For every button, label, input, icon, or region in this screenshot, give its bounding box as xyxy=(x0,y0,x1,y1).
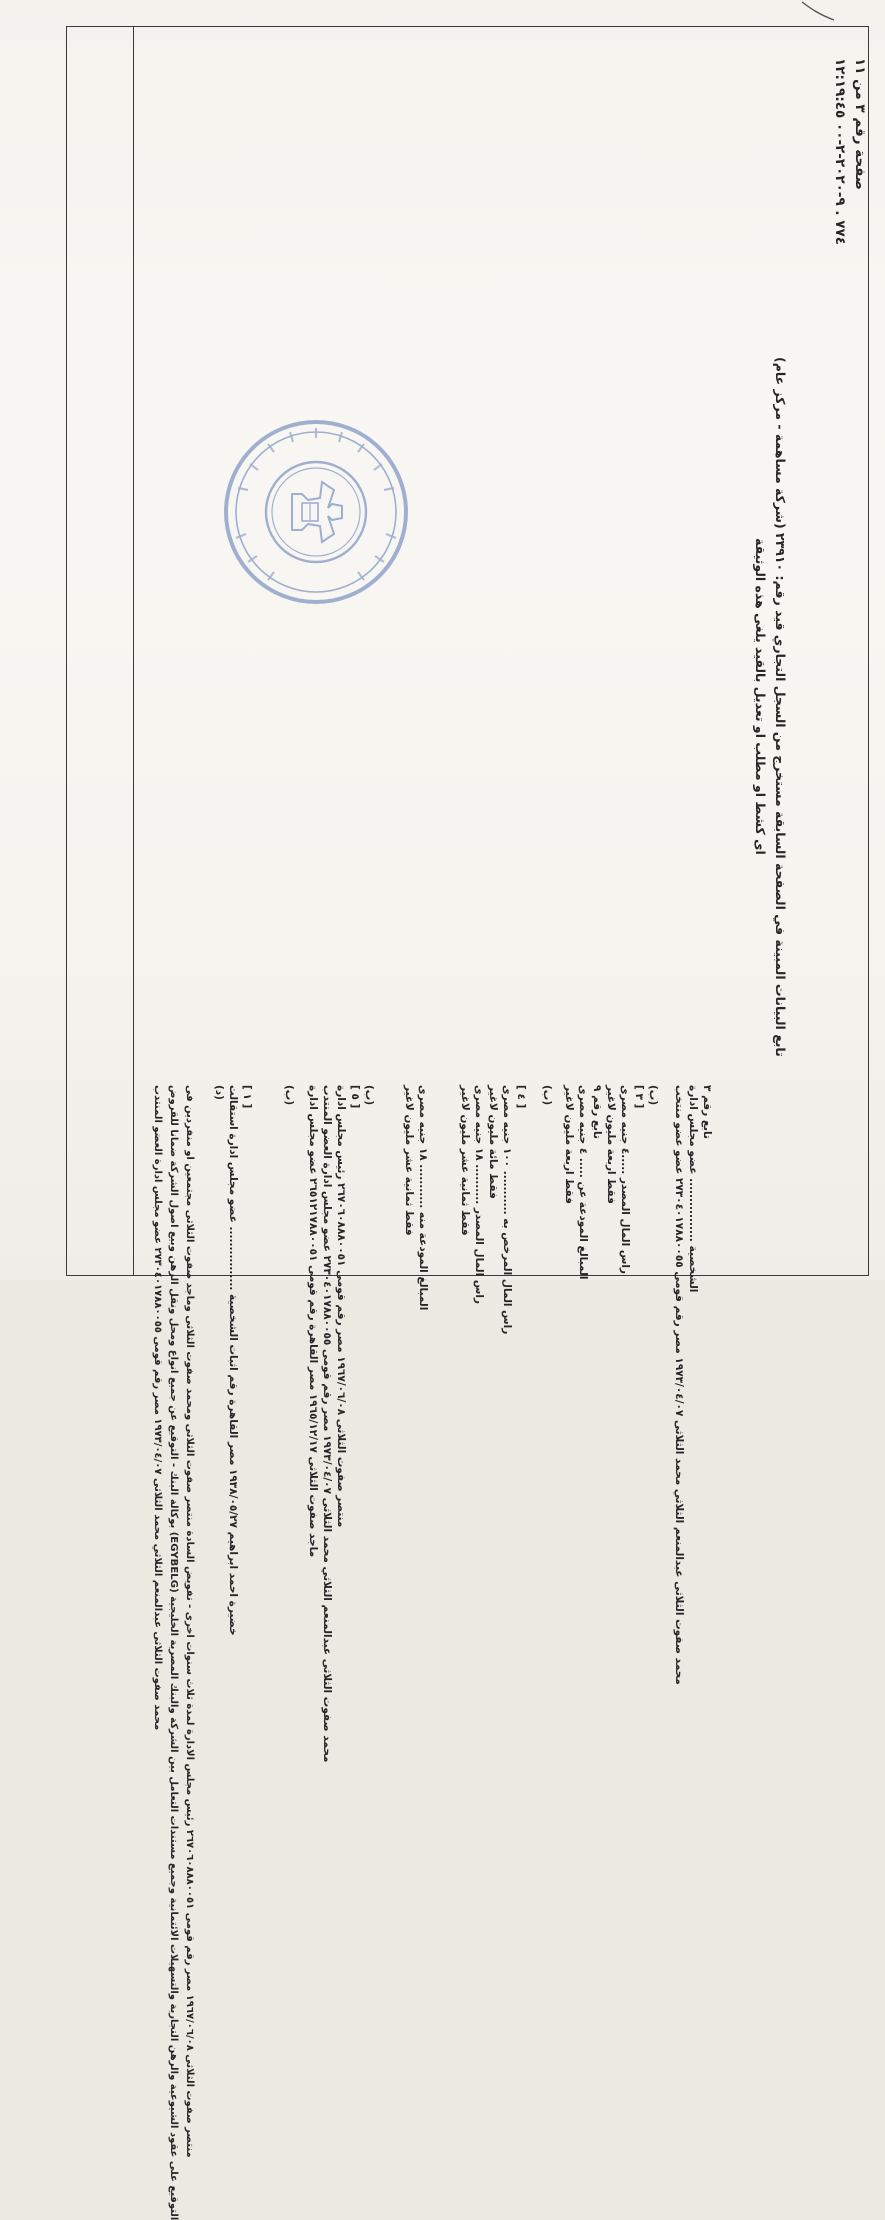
entry-line: راس المال المصدر .......... ١٨ جنيه مصرى xyxy=(473,1085,485,1304)
entry-line: محمد صفوت الثلاثى عبدالمنعم الثلاثي محمد الثلاثى ١٩٧٣/٠٤/٠٧ مصر رقم قومى ٢٧٣٠٤٠١٧٨٨٠٠٥٥ عضو مجلس ادارة العضو المنتدب xyxy=(152,1085,163,1731)
eagle-emblem-icon xyxy=(292,482,342,542)
entry-line: راس المال المرخص به ........... ١٠٠ جنيه مصرى xyxy=(501,1085,513,1335)
pen-stroke-mark xyxy=(800,0,840,26)
page-title: تابع البيانات المبينة في الصفحة السابقة مستخرج من السجل التجاري قيد رقم: ٢٣٩١٠ (شركة مساهمة - مركز عام) xyxy=(773,357,788,1057)
entry-line: فقط مائة مليون لاغير xyxy=(487,1085,499,1199)
entry-line: [ ٥ ] xyxy=(349,1085,361,1109)
official-seal-stamp xyxy=(222,418,410,606)
entry-line: (ب) xyxy=(283,1085,295,1106)
entry-line: ماجد صفوت الثلاثى ١٩٦٥/١٢/١٧ مصر القاهرة رقم قومى ٢٦٥١٢١٧٨٨٠٠٥١ عضو مجلس ادارة xyxy=(307,1085,319,1558)
entry-line: المبالغ المودعة عن ..... ٤ جنيه مصرى xyxy=(577,1085,589,1280)
page-number: صفحة رقم ٣ من ١١ xyxy=(852,58,868,190)
document-serial: ٧٧٤ . ٩-٢٠٢٠-٢-٠٠ ١٢:١٩:٤٥ xyxy=(832,58,848,245)
entry-line: [ ٤ ] xyxy=(515,1085,527,1109)
cancellation-note: اى كشط او مطلب او تعديل بالقيد يلغى هذه الوثيقة xyxy=(753,538,768,855)
entry-line: خضيرة احمد ابراهيم ١٩٣٨/٠٥/٢٧ مصر القاهرة رقم اثبات الشخصية ................ عضو مجلس ادارة استقالت xyxy=(227,1085,239,1636)
entry-line: الشخصية ................ عضو مجلس ادارة xyxy=(687,1085,699,1293)
entry-line: منتصر صفوت الثلاثى ١٩٦٧/٠٦/٠٨ مصر رقم قومى ٢٦٧٠٦٠٨٨٨٠٠٥١ رئيس مجلس ادارة xyxy=(335,1085,347,1528)
entry-line: (د) xyxy=(213,1085,225,1100)
entry-line: فقط ثمانية عشر مليون لاغير xyxy=(459,1085,471,1236)
entry-line: (ب) xyxy=(363,1085,375,1106)
entry-line: التوقيع على عقود الشيوعية والرهن التجارية والتسهيلات الائتمانية وجميع مستندات التعامل بين الشركة والبنك المصرية الخليجية (EGYBELG) بوكالة البنك - التوقيع عن جميع انواع ومحل ونقل الرهن وبيع اصول الشركة ضمانا للقروض xyxy=(168,1085,179,2220)
entry-line: [ ١ ] xyxy=(241,1085,253,1109)
entry-line: محمد صفوت الثلاثى عبدالمنعم الثلاثي محمد الثلاثى ١٩٧٣/٠٤/٠٧ مصر رقم قومى ٢٧٣٠٤٠١٧٨٨٠٠٥٥ عضو مجلس ادارة العضو المنتدب xyxy=(321,1085,333,1763)
entry-line: [ ٣ ] xyxy=(633,1085,645,1109)
entry-line: محمد صفوت الثلاثى عبدالمنعم الثلاثي محمد الثلاثى ١٩٧٣/٠٤/٠٧ مصر رقم قومى ٢٧٣٠٤٠١٧٨٨٠٠٥٥ عضو عضو منتخب xyxy=(673,1085,685,1685)
header-divider xyxy=(133,26,134,1276)
entry-line: تابع رقم ٩ xyxy=(591,1085,603,1139)
entry-line: المبالغ المودعة منه ........... ١٨ جنيه مصرى xyxy=(417,1085,429,1311)
entry-line: فقط اربعة مليون لاغير xyxy=(605,1085,617,1204)
entry-line: فقط ثمانية عشر مليون لاغير xyxy=(403,1085,415,1236)
entry-line: (ب) xyxy=(647,1085,659,1106)
entry-line: منتصر صفوت الثلاثى ١٩٦٧/٠٦/٠٨ مصر رقم قومى ٢٦٧٠٦٠٨٨٨٠٠٥١ رئيس مجلس الادارة لمدة ثلاث سنوات اخرى - تفويض السادة منتصر صفوت الثلاثى ومحمد صفوت الثلاثى وماجد صفوت الثلاثى مجتمعين او منفردين فى xyxy=(184,1085,195,2158)
entry-line: (ب) xyxy=(541,1085,553,1106)
entry-line: تابع رقم ٣ xyxy=(701,1085,713,1139)
entry-line: راس المال المصدر .....٤ جنيه مصرى xyxy=(619,1085,631,1274)
entry-line: فقط اربعة مليون لاغير xyxy=(563,1085,575,1204)
